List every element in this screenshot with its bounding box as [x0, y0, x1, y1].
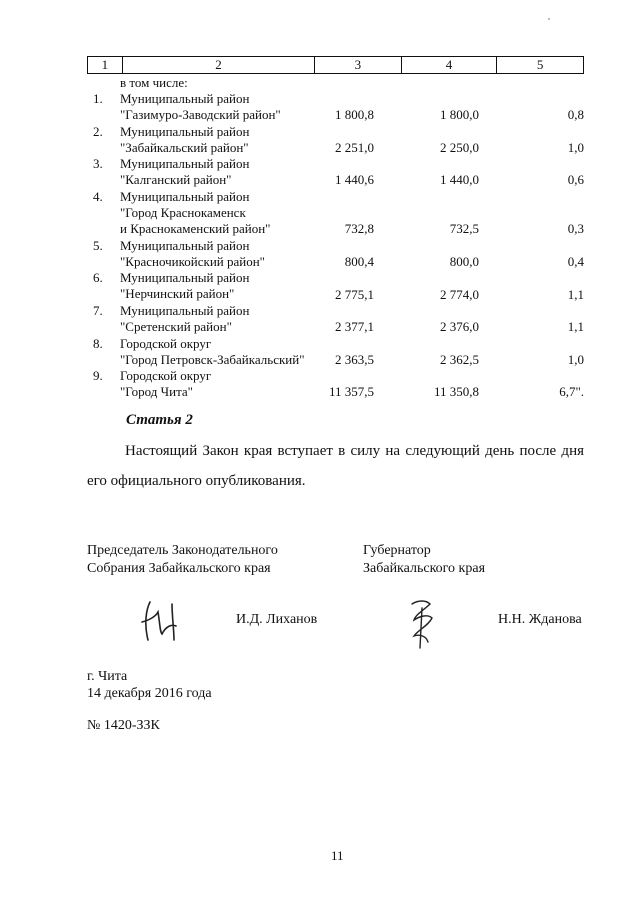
row-value-col-3: 800,4 [344, 253, 374, 269]
row-value-col-5: 0,8 [567, 107, 584, 123]
page-number: 11 [331, 848, 344, 863]
row-name-line: Муниципальный район [120, 156, 250, 172]
row-number: 3. [93, 156, 103, 172]
table-row [87, 189, 584, 238]
city: г. Чита [87, 669, 128, 684]
row-name [120, 91, 320, 123]
table-row [87, 303, 584, 336]
row-name-line: "Город Чита" [120, 384, 193, 400]
table-header [87, 56, 584, 74]
row-value-col-3: 732,8 [344, 221, 374, 237]
row-name-line: Муниципальный район [120, 302, 250, 318]
header-col-4: 4 [402, 57, 498, 73]
row-value-col-4: 2 250,0 [440, 139, 479, 155]
row-number: 2. [93, 123, 103, 139]
row-name-line: "Сретенский район" [120, 318, 232, 334]
table-row [87, 238, 584, 271]
row-number: 9. [93, 368, 103, 384]
row-name-line: и Краснокаменский район" [120, 220, 271, 236]
row-name-line: Муниципальный район [120, 237, 250, 253]
row-name-line: Муниципальный район [120, 188, 250, 204]
row-name-line: "Город Петровск-Забайкальский" [120, 351, 305, 367]
row-number: 5. [93, 237, 103, 253]
row-value-col-3: 2 363,5 [335, 351, 374, 367]
table-row [87, 156, 584, 189]
row-name-line: "Газимуро-Заводский район" [120, 107, 281, 122]
row-name [120, 124, 320, 156]
row-name [120, 336, 320, 368]
row-value-col-4: 1 440,0 [440, 172, 479, 188]
row-name [120, 238, 320, 270]
row-number: 8. [93, 335, 103, 351]
row-name [120, 368, 320, 400]
row-name-line: Муниципальный район [120, 91, 250, 106]
row-name [120, 303, 320, 335]
row-value-col-5: 0,3 [567, 221, 584, 237]
row-value-col-4: 732,5 [449, 221, 479, 237]
table-subheading: в том числе: [120, 75, 188, 90]
law-number: № 1420-ЗЗК [87, 718, 160, 733]
row-name-line: Городской округ [120, 335, 212, 351]
header-col-1: 1 [88, 57, 123, 73]
left-title-line-2: Собрания Забайкальского края [87, 561, 271, 576]
article-text-line-1: Настоящий Закон края вступает в силу на следующий день после дня [125, 443, 584, 459]
row-name [120, 270, 320, 302]
row-value-col-4: 11 350,8 [433, 384, 479, 400]
row-name-line: "Нерчинский район" [120, 286, 235, 302]
article-title: Статья 2 [126, 412, 193, 428]
row-value-col-5: 0,6 [567, 172, 584, 188]
right-signature-image [404, 594, 440, 650]
place-and-date [87, 668, 212, 702]
row-name-line: Муниципальный район [120, 270, 250, 286]
row-name-line: "Красночикойский район" [120, 253, 265, 269]
row-value-col-3: 1 440,6 [335, 172, 374, 188]
article-text-line-2: его официального опубликования. [87, 473, 306, 489]
row-value-col-5: 1,1 [567, 286, 584, 302]
row-number: 1. [93, 91, 103, 106]
date: 14 декабря 2016 года [87, 686, 212, 701]
left-signatory-title [87, 542, 278, 578]
row-value-col-3: 1 800,8 [335, 107, 374, 123]
row-value-col-5: 0,4 [567, 253, 584, 269]
row-value-col-3: 2 775,1 [335, 286, 374, 302]
scan-speck [548, 18, 550, 20]
header-col-2: 2 [123, 57, 315, 73]
row-name-line: Городской округ [120, 368, 212, 384]
left-signature-image [138, 596, 188, 646]
table-row [87, 368, 584, 401]
row-value-col-3: 2 251,0 [335, 139, 374, 155]
row-name [120, 156, 320, 188]
left-title-line-1: Председатель Законодательного [87, 543, 278, 558]
row-value-col-4: 2 376,0 [440, 319, 479, 335]
row-value-col-5: 1,0 [567, 139, 584, 155]
row-name-line: "Город Краснокаменск [120, 204, 246, 220]
table-row [87, 91, 584, 124]
table-row [87, 336, 584, 369]
header-col-5: 5 [536, 57, 544, 72]
right-title-line-1: Губернатор [363, 543, 431, 558]
right-signatory-name: Н.Н. Жданова [498, 612, 582, 627]
left-signatory-name: И.Д. Лиханов [236, 612, 318, 627]
article-text [87, 436, 584, 496]
row-name-line: Муниципальный район [120, 123, 250, 139]
row-value-col-4: 2 362,5 [440, 351, 479, 367]
row-value-col-5: 1,1 [567, 319, 584, 335]
row-number: 7. [93, 302, 103, 318]
row-name-line: "Забайкальский район" [120, 139, 249, 155]
header-col-3: 3 [315, 57, 402, 73]
table-row [87, 270, 584, 303]
table-row [87, 124, 584, 157]
row-number: 4. [93, 188, 103, 204]
row-value-col-3: 11 357,5 [328, 384, 374, 400]
right-signatory-title [363, 542, 485, 578]
row-name [120, 189, 320, 237]
row-name-line: "Калганский район" [120, 172, 232, 188]
row-value-col-5: 6,7". [559, 384, 584, 400]
row-value-col-4: 800,0 [449, 253, 479, 269]
row-value-col-4: 1 800,0 [440, 107, 479, 123]
row-value-col-4: 2 774,0 [440, 286, 479, 302]
row-value-col-5: 1,0 [567, 351, 584, 367]
right-title-line-2: Забайкальского края [363, 561, 486, 576]
row-value-col-3: 2 377,1 [335, 319, 374, 335]
row-number: 6. [93, 270, 103, 286]
